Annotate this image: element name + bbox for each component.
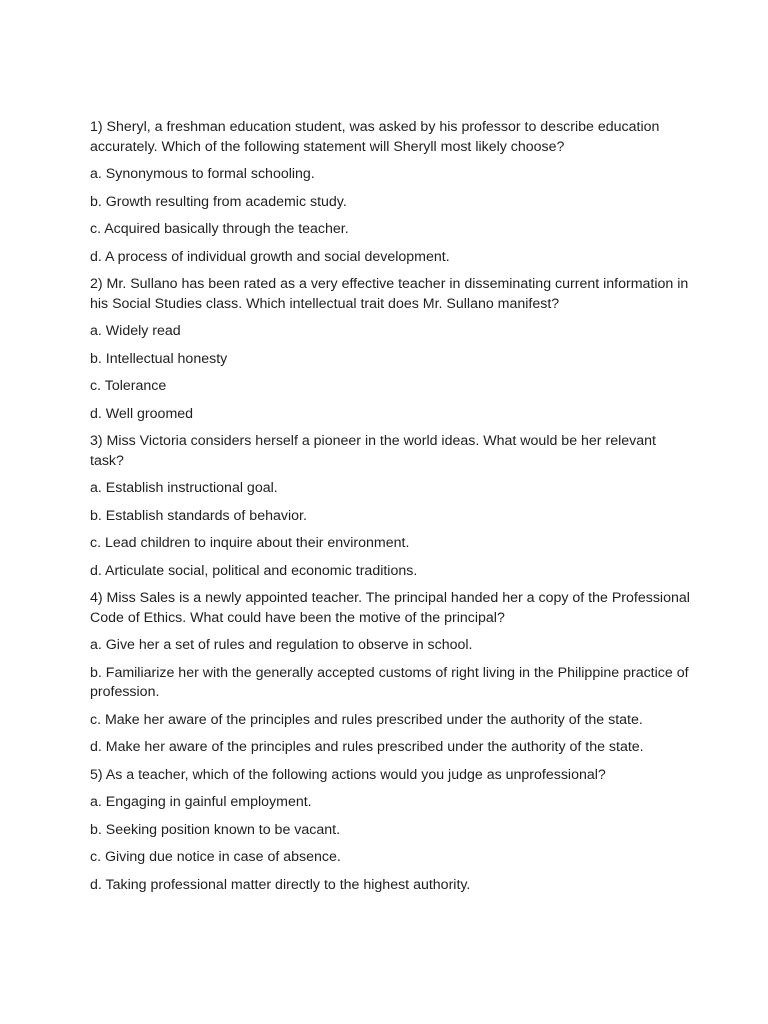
question-4-option-b: b. Familiarize her with the generally accepted customs of right living in the Philippine practice of profession. [90, 664, 689, 700]
question-2-option-c: c. Tolerance [90, 378, 167, 394]
question-1-option-c: c. Acquired basically through the teacher. [90, 221, 349, 237]
question-3-option-a: a. Establish instructional goal. [90, 480, 278, 496]
question-4-option-c: c. Make her aware of the principles and rules prescribed under the authority of the state. [90, 711, 643, 728]
question-4-text: 4) Miss Sales is a newly appointed teacher. The principal handed her a copy of the Professional Code of Ethics. What could have been the motive of the principal? [90, 590, 690, 626]
question-4-option-d: d. Make her aware of the principles and rules prescribed under the authority of the state. [90, 739, 644, 755]
question-5-text: 5) As a teacher, which of the following actions would you judge as unprofessional? [90, 766, 606, 783]
question-1-option-a: a. Synonymous to formal schooling. [90, 166, 315, 182]
question-2-option-d: d. Well groomed [90, 405, 194, 422]
question-2-option-b: b. Intellectual honesty [90, 350, 228, 367]
document-body [90, 118, 690, 895]
question-3-option-c: c. Lead children to inquire about their environment. [90, 535, 410, 551]
question-1-text: 1) Sheryl, a freshman education student, was asked by his professor to describe education accurately. Which of the following statement will Sheryll most likely choose? [90, 119, 660, 155]
question-5-option-b: b. Seeking position known to be vacant. [90, 821, 341, 838]
question-1-option-b: b. Growth resulting from academic study. [90, 193, 347, 210]
question-5-option-c: c. Giving due notice in case of absence. [90, 849, 341, 865]
question-4-option-a: a. Give her a set of rules and regulation to observe in school. [90, 637, 473, 653]
question-5-option-d: d. Taking professional matter directly to the highest authority. [90, 876, 471, 893]
question-2-option-a: a. Widely read [90, 323, 181, 339]
question-3-option-d: d. Articulate social, political and economic traditions. [90, 562, 418, 579]
question-1-option-d: d. A process of individual growth and social development. [90, 248, 450, 265]
question-5-option-a: a. Engaging in gainful employment. [90, 794, 312, 810]
question-3-text: 3) Miss Victoria considers herself a pioneer in the world ideas. What would be her relevant task? [90, 433, 656, 469]
question-2-text: 2) Mr. Sullano has been rated as a very effective teacher in disseminating current information in his Social Studies class. Which intellectual trait does Mr. Sullano manifest? [90, 276, 689, 312]
question-3-option-b: b. Establish standards of behavior. [90, 507, 307, 524]
